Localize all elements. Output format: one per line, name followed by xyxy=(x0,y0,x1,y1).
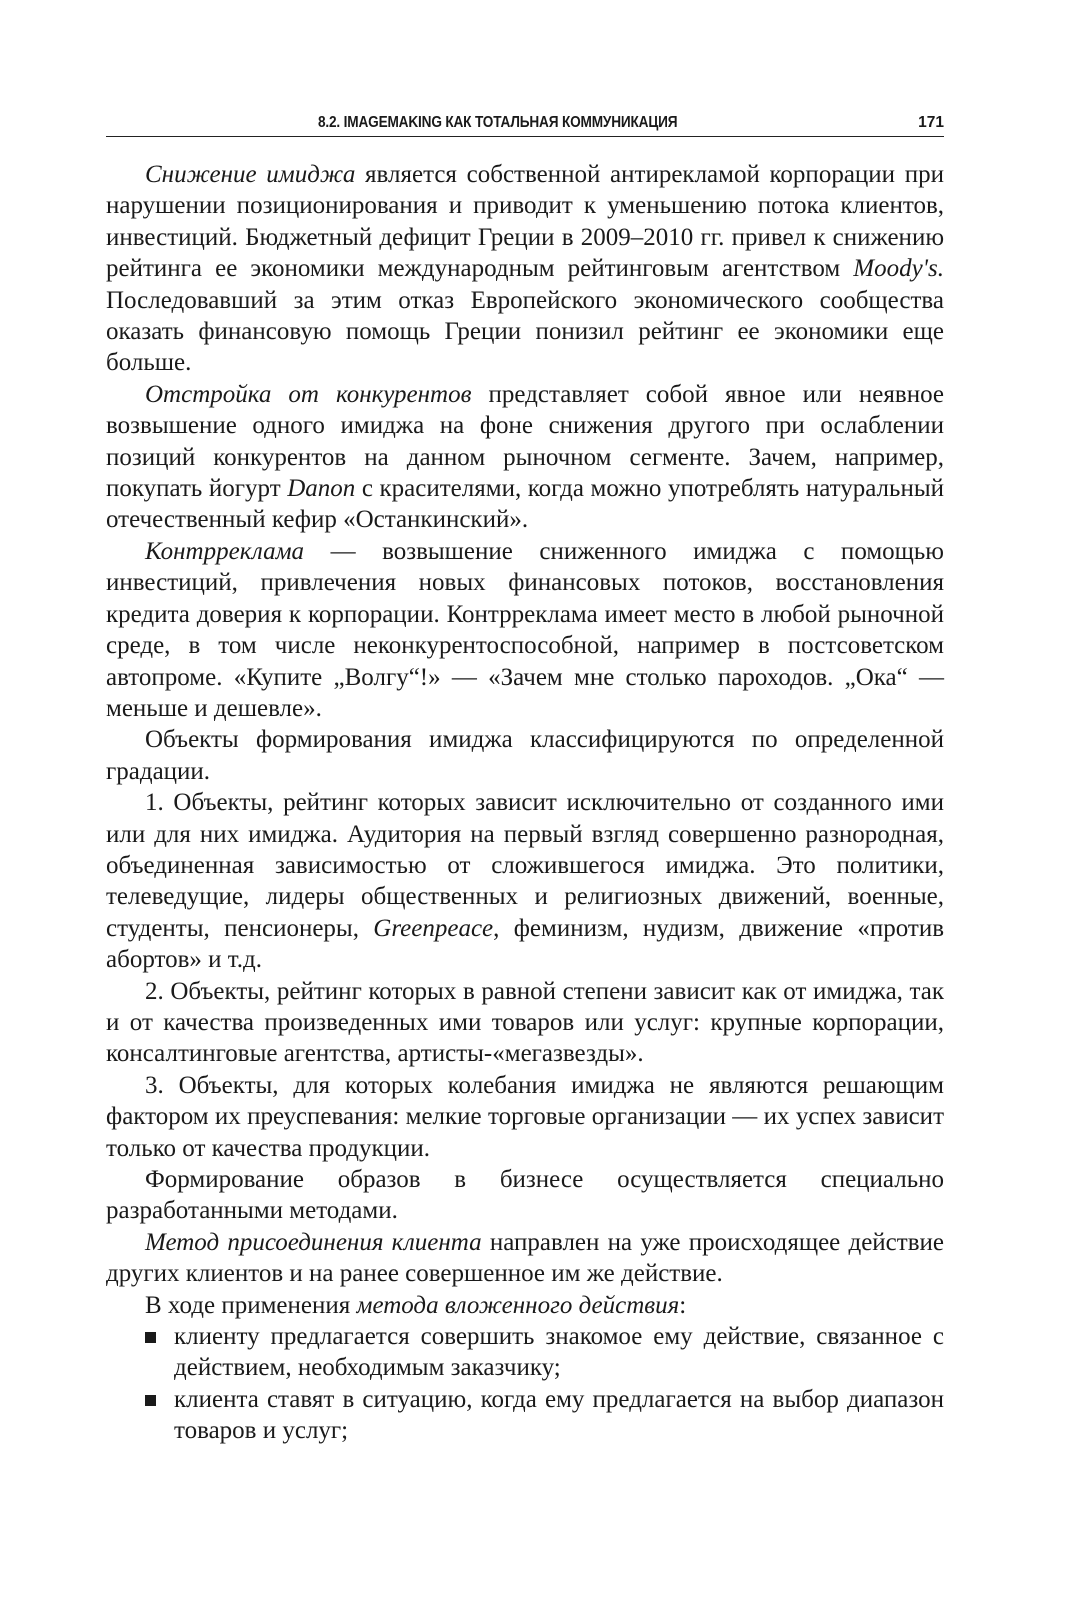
square-bullet-icon xyxy=(145,1395,156,1406)
term-counter-advertising: Контрреклама xyxy=(145,537,305,565)
term-danon: Danon xyxy=(287,475,356,503)
list-item: клиента ставят в ситуацию, когда ему предлагается на выбор диапазон товаров и услуг; xyxy=(106,1384,944,1447)
paragraph-objects-1: 1. Объекты, рейтинг которых зависит исключительно от созданного ими или для них имиджа. Аудитория на первый взгляд совершенно разнородная, объединенная зависимостью от сложившегося имиджа. Это политики, телеведущие, лидеры общественных и религиозных движений, военные, студенты, пенсионеры, Greenpeace, феминизм, нудизм, движение «против абортов» и т.д. xyxy=(106,789,944,974)
bullet-list xyxy=(106,1321,944,1447)
paragraph-image-decline: Снижение имиджа является собственной антирекламой корпорации при нарушении позиционирования и приводит к уменьшению потока клиентов, инвестиций. Бюджетный дефицит Греции в 2009–2010 гг. привел к снижению рейтинга ее экономики международным рейтинговым агентством Moody's. Последовавший за этим отказ Европейского экономического сообщества оказать финансовую помощь Греции понизил рейтинг ее экономики еще больше. xyxy=(106,161,945,377)
paragraph-methods-intro: Формирование образов в бизнесе осуществляется специально разработанными методами. xyxy=(106,1166,944,1225)
paragraph-client-join-method: Метод присоединения клиента направлен на уже происходящее действие других клиентов и на ранее совершенное им же действие. xyxy=(106,1228,944,1288)
term-nested-action-method: метода вложенного действия xyxy=(356,1291,680,1319)
paragraph-competitor-positioning: Отстройка от конкурентов представляет собой явное или неявное возвышение одного имиджа на фоне снижения другого при ослаблении позиций конкурентов на данном рыночном сегменте. Зачем, например, покупать йогурт Danon с красителями, когда можно употреблять натуральный отечественный кефир «Останкинский». xyxy=(106,380,944,534)
running-head-title: 8.2. IMAGEMAKING КАК ТОТАЛЬНАЯ КОММУНИКАЦИЯ xyxy=(318,114,678,131)
term-greenpeace: Greenpeace xyxy=(373,914,494,942)
term-image-decline: Снижение имиджа xyxy=(145,161,356,188)
paragraph-objects-intro: Объекты формирования имиджа классифицируются по определенной градации. xyxy=(106,726,944,785)
square-bullet-icon xyxy=(145,1332,156,1343)
term-competitor-positioning: Отстройка от конкурентов xyxy=(145,380,472,408)
paragraph-nested-action-intro: В ходе применения метода вложенного действия: xyxy=(145,1291,687,1319)
page-number: 171 xyxy=(918,114,944,131)
paragraph-objects-2: 2. Объекты, рейтинг которых в равной степени зависит как от имиджа, так и от качества произведенных ими товаров или услуг: крупные корпорации, консалтинговые агентства, артисты-«мегазвезды». xyxy=(106,977,944,1068)
running-header xyxy=(106,106,944,137)
page-body xyxy=(106,159,944,1447)
term-moodys: Moody's. xyxy=(853,255,944,283)
term-client-join-method: Метод присоединения клиента xyxy=(145,1228,482,1256)
paragraph-counter-advertising: Контрреклама — возвышение сниженного имиджа с помощью инвестиций, привлечения новых финансовых потоков, восстановления кредита доверия к корпорации. Контрреклама имеет место в любой рыночной среде, в том числе неконкурентоспособной, например в постсоветском автопроме. «Купите „Волгу“!» — «Зачем мне столько пароходов. „Ока“ — меньше и дешевле». xyxy=(106,537,944,722)
list-item: клиенту предлагается совершить знакомое ему действие, связанное с действием, необходимым заказчику; xyxy=(106,1321,944,1384)
paragraph-objects-3: 3. Объекты, для которых колебания имиджа не являются решающим фактором их преуспевания: мелкие торговые организации — их успех зависит только от качества продукции. xyxy=(106,1071,944,1162)
